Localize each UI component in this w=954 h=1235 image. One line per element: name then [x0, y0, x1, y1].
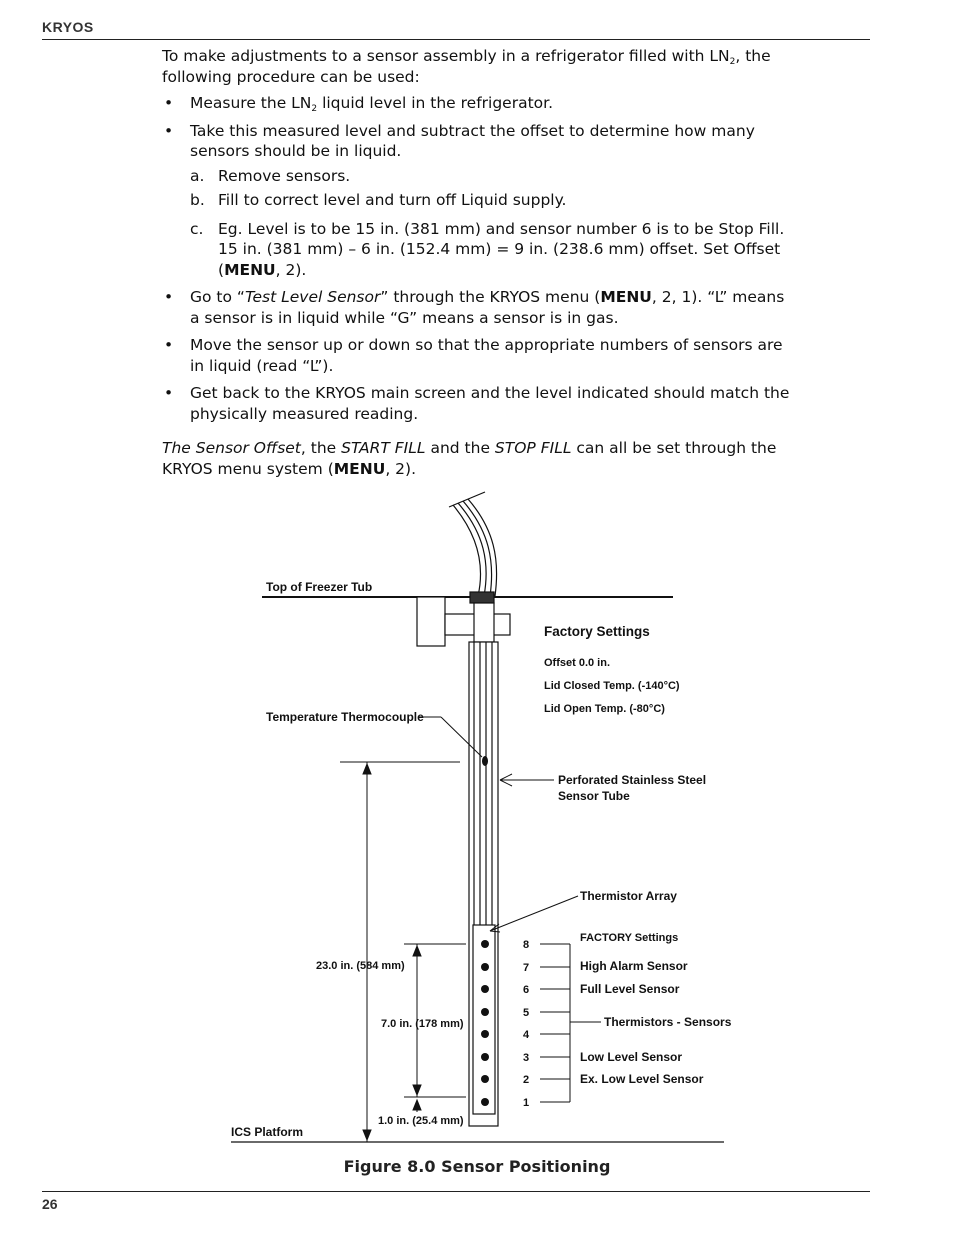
sensor-number: 4 [522, 1029, 530, 1041]
menu-keyword: MENU [600, 288, 652, 306]
sensor-number: 2 [522, 1074, 530, 1086]
sensor-offset-term: The Sensor Offset [162, 439, 301, 457]
dimension-1 [413, 1100, 421, 1112]
dimension-23-label: 23.0 in. (584 mm) [316, 960, 405, 972]
high-alarm-label: High Alarm Sensor [580, 959, 688, 973]
thermistor-array-box [473, 925, 495, 1114]
move-text: Move the sensor up or down so that the appropriate numbers of sensors are in liquid (read “L”). [190, 336, 783, 375]
page-number: 26 [42, 1196, 58, 1212]
step-marker: a. [190, 166, 205, 185]
go-to-text-mid: ” through the KRYOS menu ( [380, 288, 601, 306]
stop-fill-term: STOP FILL [494, 439, 572, 457]
intro-subscript: 2 [729, 57, 736, 67]
sensor-number: 5 [522, 1007, 530, 1019]
closing-text-end: , 2). [385, 459, 417, 478]
list-item-get-back: • Get back to the KRYOS main screen and the level indicated should match the physically measured reading. [164, 384, 790, 423]
perforated-tube-label-1: Perforated Stainless Steel [558, 773, 707, 787]
sensor-dot [481, 1053, 489, 1061]
measure-subscript: 2 [311, 104, 318, 114]
measure-text: Measure the LN [190, 94, 312, 112]
sensor-dot [481, 940, 489, 948]
header-brand: KRYOS [42, 19, 94, 35]
intro-text-end: , the following procedure can be used: [162, 47, 771, 86]
thermistor-array-label: Thermistor Array [580, 889, 677, 903]
sensor-number: 6 [522, 984, 530, 996]
ics-platform-label: ICS Platform [231, 1125, 304, 1139]
footer-rule [42, 1191, 870, 1192]
go-to-text: Go to “ [190, 288, 245, 306]
sensor-number: 7 [522, 962, 530, 974]
sensor-dot [481, 1030, 489, 1038]
get-back-text: Get back to the KRYOS main screen and the level indicated should match the physically measured reading. [190, 384, 790, 423]
sensor-neck [474, 603, 494, 642]
offset-setting: Offset 0.0 in. [544, 657, 611, 669]
go-to-text-end: , 2, 1). “L” means a sensor is in liquid while “G” means a sensor is in gas. [190, 288, 785, 327]
dimension-1-label: 1.0 in. (25.4 mm) [378, 1115, 464, 1127]
low-level-label: Low Level Sensor [580, 1050, 683, 1064]
sensor-number: 3 [522, 1052, 530, 1064]
factory-settings-title: Factory Settings [544, 624, 650, 639]
lid-closed-setting: Lid Closed Temp. (-140°C) [544, 680, 680, 692]
sensor-dot [481, 1075, 489, 1083]
step-text: Remove sensors. [218, 166, 351, 185]
list-item-move: • Move the sensor up or down so that the appropriate numbers of sensors are in liquid (read “L”). [164, 336, 783, 375]
sensor-cable [449, 492, 497, 596]
step-marker: b. [190, 191, 205, 209]
dimension-7-label: 7.0 in. (178 mm) [381, 1018, 464, 1030]
mounting-block [417, 597, 445, 646]
thermocouple-label: Temperature Thermocouple [266, 710, 424, 724]
measure-text-end: liquid level in the refrigerator. [317, 94, 554, 112]
sensor-number: 1 [522, 1097, 530, 1109]
step-text: Eg. Level is to be 15 in. (381 mm) and sensor number 6 is to be Stop Fill. 15 in. (381 mm) – 6 in. (152.4 mm) = 9 in. (238.6 mm) offset. Set Offset ( [218, 219, 785, 279]
closing-text: and the [425, 439, 495, 457]
closing-text: , the [300, 439, 342, 457]
ex-low-level-label: Ex. Low Level Sensor [580, 1072, 704, 1086]
test-level-sensor-term: Test Level Sensor [244, 288, 381, 306]
figure-caption: Figure 8.0 Sensor Positioning [343, 1157, 611, 1176]
perforated-tube-label-2: Sensor Tube [558, 789, 630, 803]
list-item-subtract: • Take this measured level and subtract the offset to determine how many sensors should be in liquid. a. Remove sensors. b. Fill to correct level and turn off Liquid supply. c. Eg. Level is to be 15 in. (381 mm) and sensor number 6 is to be Stop Fill. 15 in. (381 mm) – 6 in. (152.4 mm) = 9 in. (238.6 mm) offset. Set Offset (MENU, 2). [162, 121, 794, 281]
step-marker: c. [190, 219, 204, 238]
sensor-dot [481, 1098, 489, 1106]
subtract-text: Take this measured level and subtract the offset to determine how many sensors should be in liquid. [190, 121, 755, 160]
sensor-dot [481, 1008, 489, 1016]
thermocouple-tip [482, 756, 488, 766]
intro-text: To make adjustments to a sensor assembly in a refrigerator filled with LN [162, 47, 730, 65]
full-level-label: Full Level Sensor [580, 982, 680, 996]
list-item-measure: • Measure the $LN_2$ liquid level in the refrigerator. [164, 94, 554, 114]
lid-open-setting: Lid Open Temp. (-80°C) [544, 703, 665, 715]
thermistors-sensors-label: Thermistors - Sensors [604, 1015, 732, 1029]
sensor-number: 8 [522, 939, 530, 951]
closing-text: can all be set through the KRYOS menu system ( [162, 439, 777, 478]
top-of-tub-label: Top of Freezer Tub [266, 580, 373, 594]
step-text-end: , 2). [275, 260, 307, 279]
factory-settings-caps-label: FACTORY Settings [580, 932, 679, 944]
cable-collar [470, 592, 494, 603]
sensor-dot [481, 963, 489, 971]
menu-keyword: MENU [224, 260, 276, 279]
menu-keyword: MENU [333, 459, 386, 478]
list-item-go-to: • Go to “Test Level Sensor” through the KRYOS menu (MENU, 2, 1). “L” means a sensor is in liquid while “G” means a sensor is in gas. [164, 288, 785, 327]
step-text: Fill to correct level and turn off Liquid supply. [218, 191, 567, 209]
start-fill-term: START FILL [341, 439, 426, 457]
sensor-dot [481, 985, 489, 993]
dimension-23 [340, 762, 460, 1142]
